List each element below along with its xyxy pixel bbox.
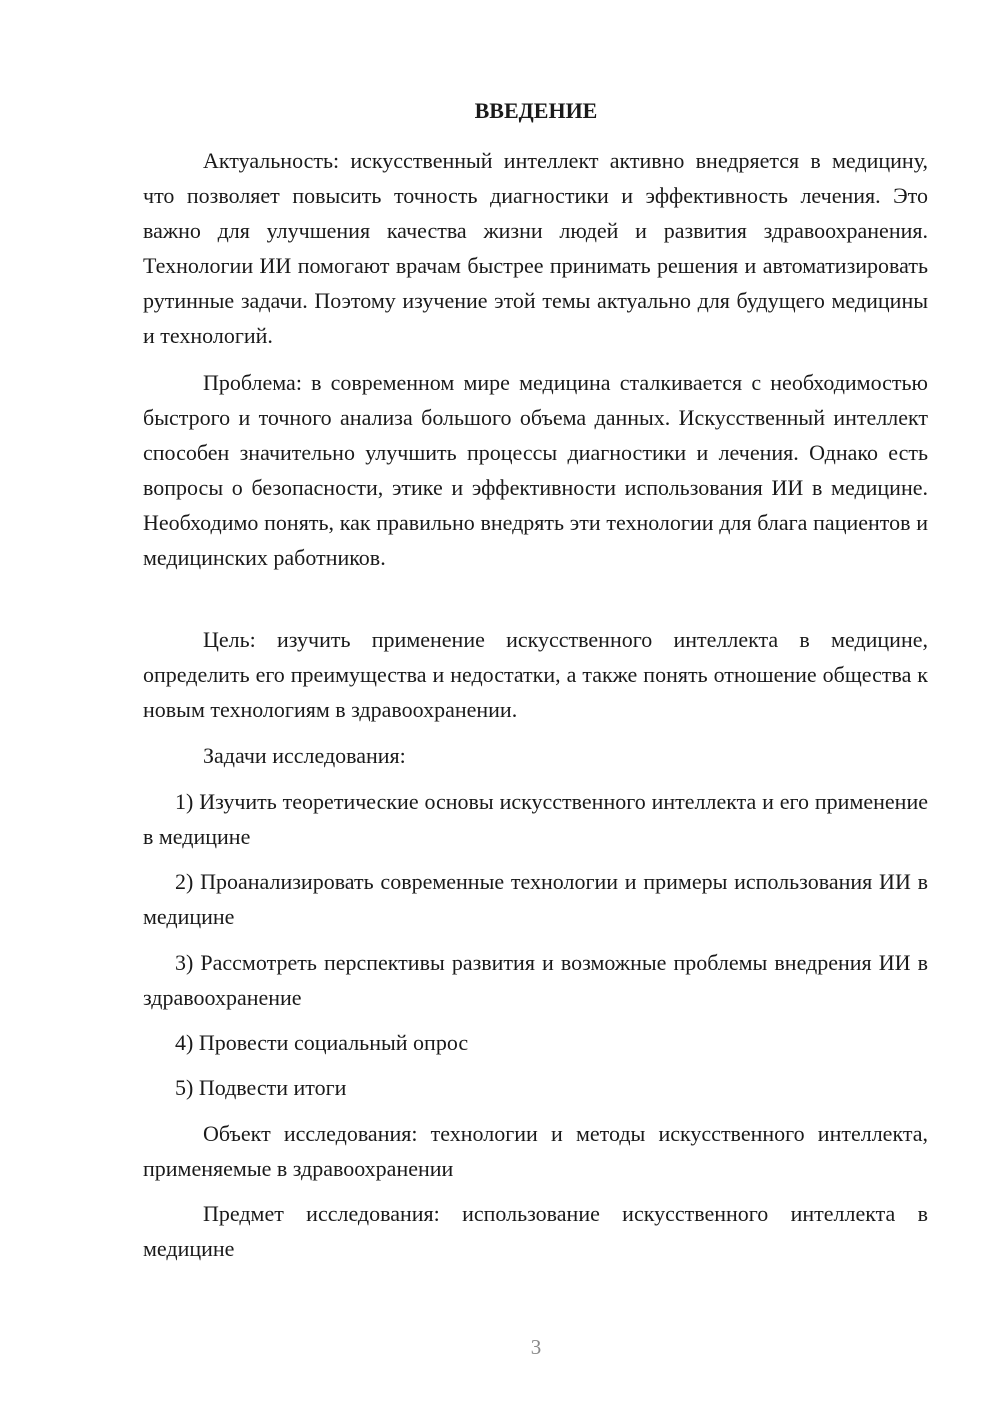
object-paragraph: Объект исследования: технологии и методы искусственного интеллекта, применяемые в здравоохранении: [143, 1121, 928, 1181]
problem-paragraph: Проблема: в современном мире медицина сталкивается с необходимостью быстрого и точного анализа большого объема данных. Искусственный интеллект способен значительно улучшить процессы диагностики и лечения. Однако есть вопросы о безопасности, этике и эффективности использования ИИ в медицине. Необходимо понять, как правильно внедрять эти технологии для блага пациентов и медицинских работников.: [143, 370, 928, 570]
relevance-paragraph: Актуальность: искусственный интеллект активно внедряется в медицину, что позволяет повысить точность диагностики и эффективность лечения. Это важно для улучшения качества жизни людей и развития здравоохранения. Технологии ИИ помогают врачам быстрее принимать решения и автоматизировать рутинные задачи. Поэтому изучение этой темы актуально для будущего медицины и технологий.: [143, 148, 928, 348]
task-item-1: 1) Изучить теоретические основы искусственного интеллекта и его применение в медицине: [143, 789, 928, 849]
task-item-3: 3) Рассмотреть перспективы развития и возможные проблемы внедрения ИИ в здравоохранение: [143, 950, 928, 1010]
task-item-5: 5) Подвести итоги: [175, 1075, 347, 1100]
section-heading: ВВЕДЕНИЕ: [474, 98, 598, 123]
subject-paragraph: Предмет исследования: использование искусственного интеллекта в медицине: [143, 1201, 928, 1261]
goal-paragraph: Цель: изучить применение искусственного интеллекта в медицине, определить его преимущества и недостатки, а также понять отношение общества к новым технологиям в здравоохранении.: [143, 627, 928, 722]
task-item-4: 4) Провести социальный опрос: [175, 1030, 469, 1055]
page-number: 3: [530, 1335, 542, 1359]
task-item-2: 2) Проанализировать современные технологии и примеры использования ИИ в медицине: [143, 869, 928, 929]
tasks-heading: Задачи исследования:: [203, 743, 406, 768]
